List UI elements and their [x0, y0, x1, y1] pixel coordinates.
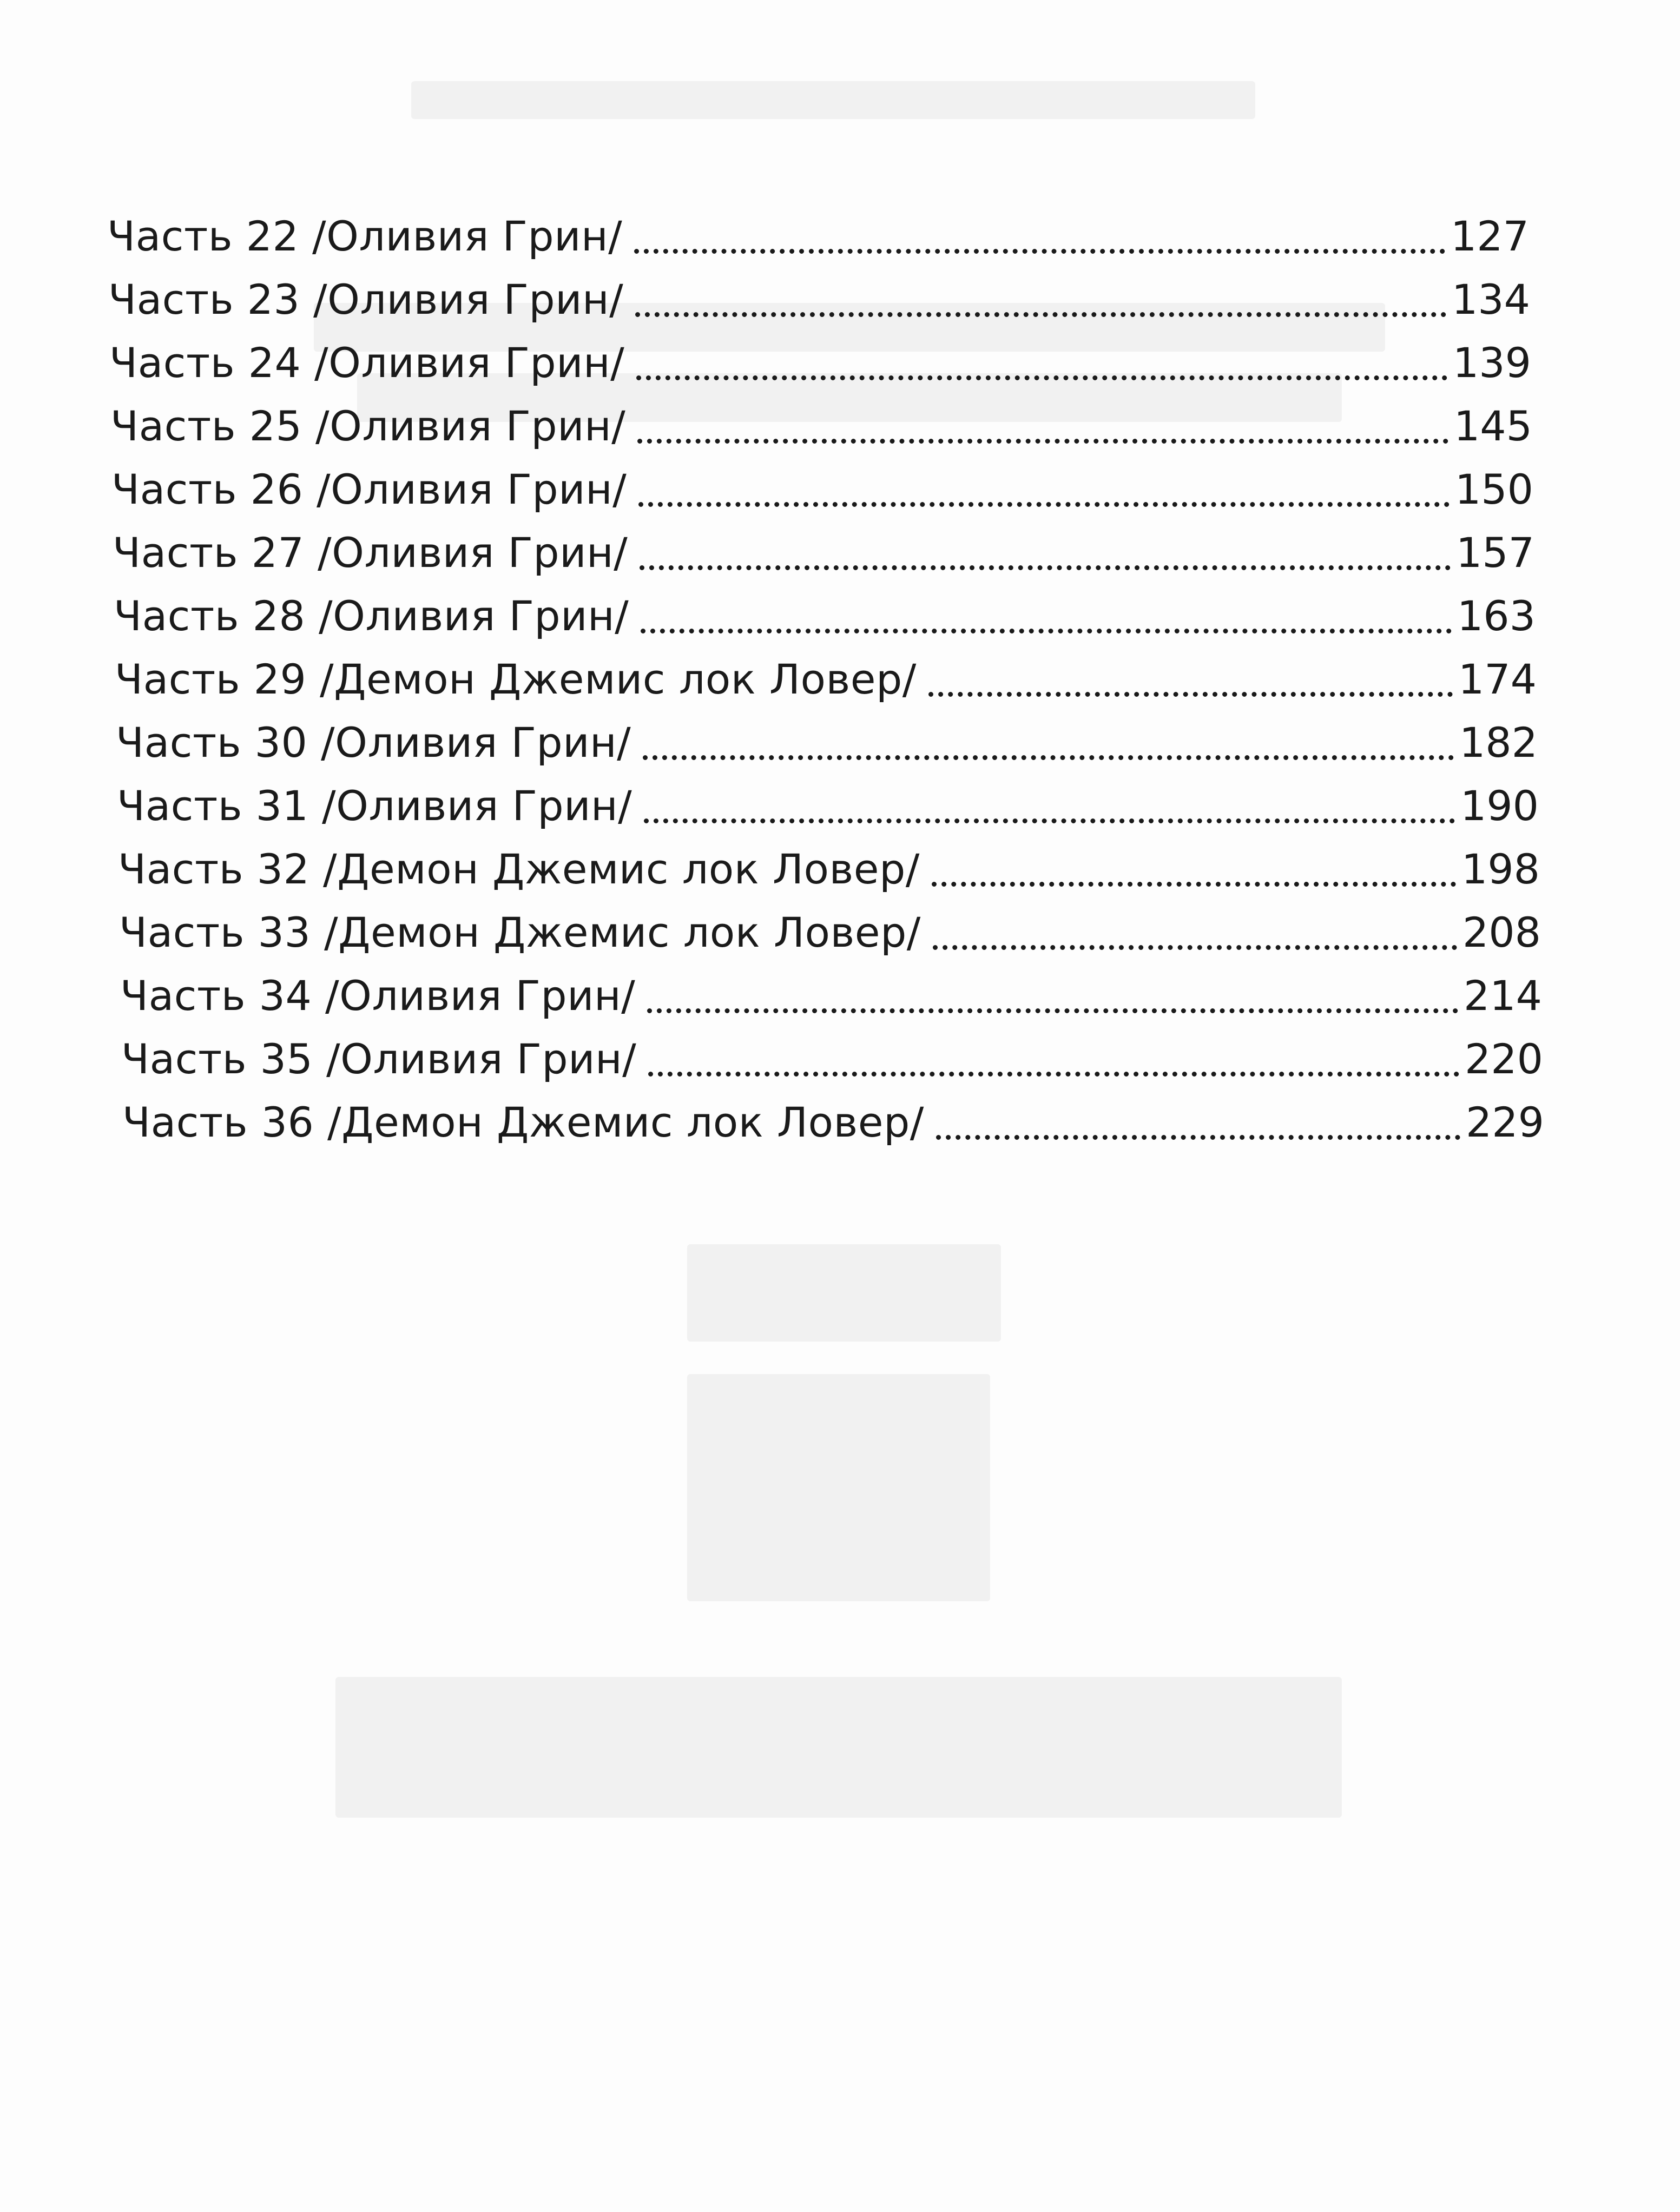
toc-leader-dots: [933, 945, 1457, 950]
toc-entry-page: 220: [1464, 1035, 1543, 1083]
toc-entry: [115, 653, 1537, 705]
toc-entry: [121, 1033, 1543, 1085]
toc-entry-label: Часть 23 /Оливия Грин/: [108, 275, 624, 323]
toc-entry-label: Часть 22 /Оливия Грин/: [107, 212, 623, 260]
toc-leader-dots: [640, 565, 1451, 570]
toc-leader-dots: [637, 439, 1448, 444]
toc-leader-dots: [932, 882, 1456, 887]
toc-entry: [113, 527, 1534, 579]
toc-leader-dots: [647, 1008, 1458, 1013]
toc-entry-page: 163: [1457, 592, 1536, 640]
toc-leader-dots: [636, 375, 1447, 380]
toc-entry-label: Часть 26 /Оливия Грин/: [111, 465, 627, 513]
toc-entry-page: 229: [1465, 1098, 1544, 1146]
toc-entry-label: Часть 32 /Демон Джемис лок Ловер/: [118, 845, 920, 893]
toc-entry-label: Часть 28 /Оливия Грин/: [114, 592, 629, 640]
toc-entry-page: 150: [1454, 465, 1533, 513]
toc-leader-dots: [634, 249, 1445, 254]
toc-entry-label: Часть 33 /Демон Джемис лок Ловер/: [119, 908, 921, 956]
toc-entry-page: 198: [1461, 845, 1540, 893]
toc-entry: [116, 717, 1538, 769]
toc-leader-dots: [635, 312, 1446, 317]
toc-entry-page: 157: [1455, 529, 1534, 577]
toc-entry-page: 127: [1450, 212, 1529, 260]
toc-entry: [110, 400, 1532, 452]
toc-entry: [107, 210, 1529, 262]
toc-entry-label: Часть 36 /Демон Джемис лок Ловер/: [122, 1098, 924, 1146]
toc-entry-label: Часть 34 /Оливия Грин/: [120, 972, 636, 1020]
toc-leader-dots: [643, 755, 1454, 760]
toc-entry-label: Часть 27 /Оливия Грин/: [113, 529, 628, 577]
toc-entry: [120, 970, 1542, 1022]
toc-entry: [114, 590, 1536, 642]
toc-entry-label: Часть 35 /Оливия Грин/: [121, 1035, 637, 1083]
toc-entry: [111, 464, 1533, 516]
toc-entry-label: Часть 25 /Оливия Грин/: [110, 402, 626, 450]
toc-entry: [118, 843, 1540, 895]
toc-entry-page: 190: [1460, 782, 1539, 830]
toc-entry-label: Часть 24 /Оливия Грин/: [109, 339, 625, 387]
toc-entry-page: 134: [1451, 275, 1530, 323]
toc-leader-dots: [638, 502, 1450, 507]
toc-leader-dots: [936, 1135, 1460, 1140]
toc-entry-page: 214: [1463, 972, 1542, 1020]
toc-entry-label: Часть 29 /Демон Джемис лок Ловер/: [115, 655, 917, 703]
toc-entry: [108, 274, 1530, 326]
toc-leader-dots: [648, 1072, 1459, 1077]
toc-entry: [117, 780, 1539, 832]
toc-entry-page: 182: [1459, 718, 1538, 767]
toc-entry-page: 208: [1462, 908, 1541, 956]
toc-entry-label: Часть 31 /Оливия Грин/: [117, 782, 633, 830]
toc-entry: [119, 907, 1541, 959]
toc-entry-page: 145: [1453, 402, 1532, 450]
toc-entry: [122, 1097, 1544, 1148]
toc-entry-label: Часть 30 /Оливия Грин/: [116, 718, 631, 767]
toc-entry: [109, 337, 1531, 389]
toc-leader-dots: [928, 692, 1453, 697]
toc-entry-page: 174: [1458, 655, 1537, 703]
toc-leader-dots: [644, 818, 1455, 823]
toc-leader-dots: [641, 629, 1452, 633]
toc-entry-page: 139: [1452, 339, 1531, 387]
